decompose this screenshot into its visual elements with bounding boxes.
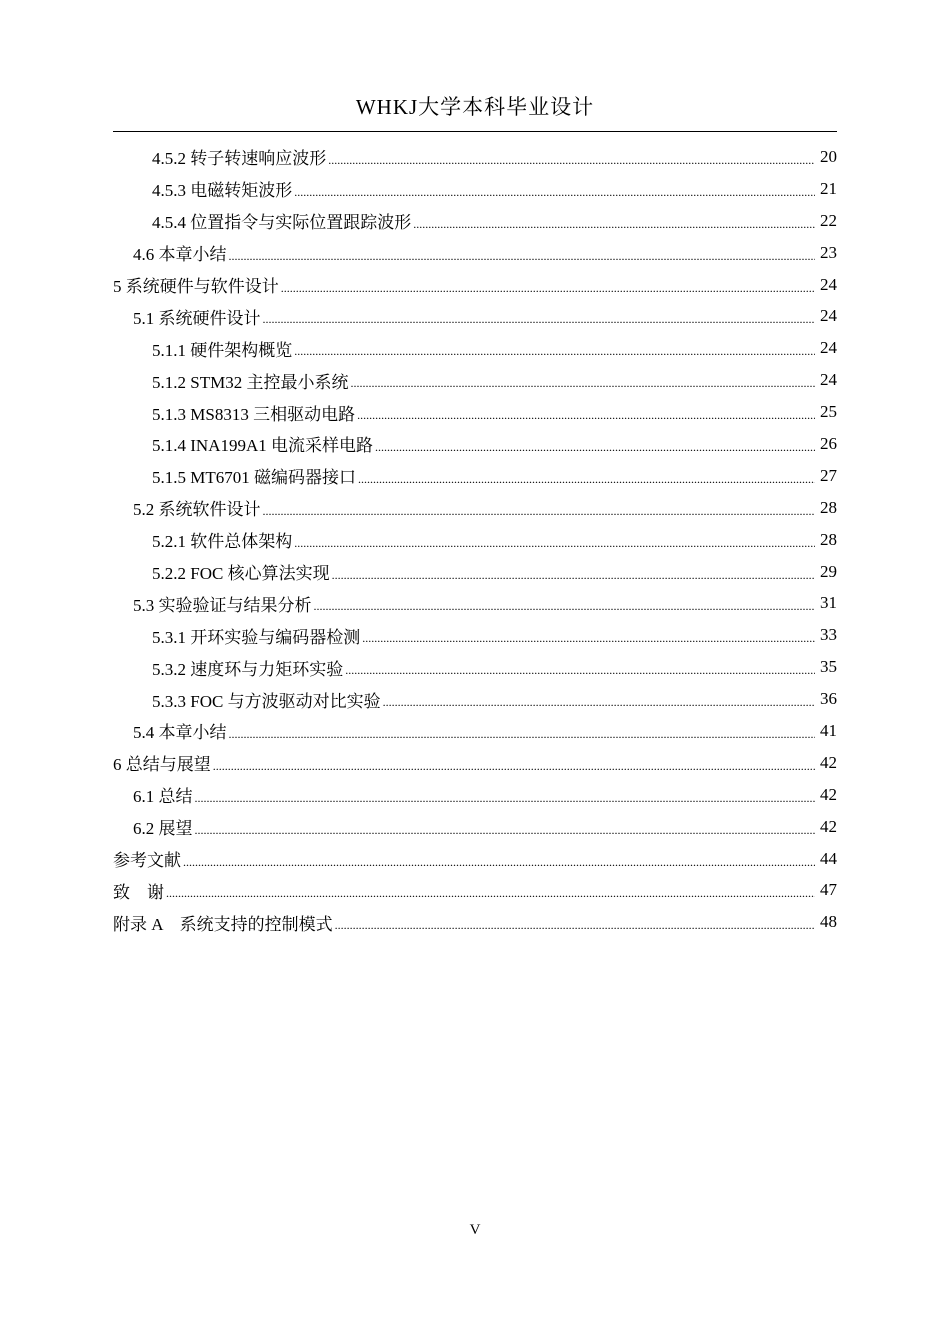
toc-entry-page-number: 47 [820,880,837,900]
toc-entry-label: 6 总结与展望 [113,755,211,775]
toc-dot-leader [413,218,815,230]
toc-dot-leader [213,760,815,772]
toc-entry-page-number: 24 [820,274,837,294]
toc-dot-leader [294,537,815,549]
toc-entry-page-number: 42 [820,752,837,772]
toc-entry[interactable] [113,715,837,747]
toc-entry[interactable] [113,683,837,715]
toc-entry[interactable] [113,651,837,683]
toc-entry[interactable] [113,619,837,651]
table-of-contents [113,141,837,938]
toc-entry-label: 5.2.2 FOC 核心算法实现 [152,564,330,584]
toc-entry-page-number: 24 [820,338,837,358]
toc-entry[interactable] [113,364,837,396]
toc-entry[interactable] [113,428,837,460]
toc-entry-page-number: 28 [820,497,837,517]
toc-entry-label: 4.5.4 位置指令与实际位置跟踪波形 [152,213,412,233]
toc-dot-leader [195,824,816,836]
toc-entry-page-number: 24 [820,370,837,390]
toc-entry-label: 5.1.2 STM32 主控最小系统 [152,372,349,392]
toc-dot-leader [375,441,815,453]
page-number: V [469,1222,481,1238]
toc-entry-label: 附录 A 系统支持的控制模式 [113,914,333,934]
toc-entry[interactable] [113,747,837,779]
toc-entry[interactable] [113,300,837,332]
toc-entry[interactable] [113,141,837,173]
toc-entry[interactable] [113,332,837,364]
toc-dot-leader [294,345,815,357]
toc-dot-leader [229,728,816,740]
toc-entry[interactable] [113,779,837,811]
toc-dot-leader [350,377,815,389]
toc-entry-label: 6.2 展望 [133,819,193,839]
toc-entry-label: 5 系统硬件与软件设计 [113,277,279,296]
toc-entry[interactable] [113,906,837,938]
page-header-title: WHKJ大学本科毕业设计 [355,95,595,119]
toc-entry-label: 5.1.5 MT6701 磁编码器接口 [152,468,356,488]
toc-entry-page-number: 24 [820,306,837,326]
toc-entry-page-number: 42 [820,784,837,804]
toc-entry-label: 5.3 实验验证与结果分析 [133,595,312,615]
toc-entry[interactable] [113,556,837,588]
toc-entry-label: 5.3.2 速度环与力矩环实验 [152,659,344,679]
toc-entry-page-number: 22 [820,210,837,230]
toc-dot-leader [362,632,815,644]
toc-entry[interactable] [113,269,837,301]
toc-entry-page-number: 23 [820,242,837,262]
toc-dot-leader [183,856,815,868]
toc-entry-label: 5.1.1 硬件架构概览 [152,340,293,360]
toc-entry-label: 5.1 系统硬件设计 [133,308,261,328]
toc-entry-label: 5.1.3 MS8313 三相驱动电路 [152,404,356,424]
toc-entry-page-number: 42 [820,816,837,836]
toc-entry[interactable] [113,811,837,843]
toc-dot-leader [281,282,815,294]
toc-entry-page-number: 48 [820,912,837,932]
toc-entry[interactable] [113,874,837,906]
toc-entry-label: 5.1.4 INA199A1 电流采样电路 [152,436,373,456]
toc-entry-label: 4.5.3 电磁转矩波形 [152,181,293,201]
toc-dot-leader [345,664,815,676]
toc-entry-page-number: 28 [820,529,837,549]
toc-dot-leader [357,409,815,421]
toc-entry-page-number: 33 [820,625,837,645]
toc-entry-label: 5.3.1 开环实验与编码器检测 [152,627,361,647]
toc-entry[interactable] [113,843,837,875]
toc-entry-label: 6.1 总结 [133,787,193,807]
toc-entry[interactable] [113,460,837,492]
toc-dot-leader [332,569,815,581]
header-divider [113,131,837,132]
toc-entry-page-number: 44 [820,848,837,868]
toc-dot-leader [328,154,815,166]
toc-entry-page-number: 35 [820,657,837,677]
toc-dot-leader [229,250,816,262]
toc-entry-page-number: 31 [820,593,837,613]
toc-entry[interactable] [113,205,837,237]
toc-entry-label: 5.3.3 FOC 与方波驱动对比实验 [152,691,381,711]
toc-entry-page-number: 20 [820,146,837,166]
toc-entry-page-number: 25 [820,402,837,422]
toc-entry-page-number: 21 [820,178,837,198]
toc-entry-page-number: 29 [820,561,837,581]
toc-entry-label: 4.5.2 转子转速响应波形 [152,149,327,169]
toc-entry-label: 致 谢 [113,882,164,902]
toc-entry-label: 参考文献 [113,851,181,871]
toc-dot-leader [263,505,816,517]
toc-dot-leader [358,473,815,485]
toc-dot-leader [195,792,816,804]
toc-entry[interactable] [113,587,837,619]
toc-entry[interactable] [113,492,837,524]
toc-entry-label: 5.2 系统软件设计 [133,500,261,520]
toc-dot-leader [166,887,815,899]
toc-entry-label: 4.6 本章小结 [133,245,227,265]
toc-dot-leader [383,696,815,708]
toc-dot-leader [294,186,815,198]
toc-entry[interactable] [113,237,837,269]
toc-dot-leader [263,313,816,325]
toc-entry[interactable] [113,524,837,556]
toc-entry-page-number: 27 [820,465,837,485]
toc-entry-page-number: 41 [820,720,837,740]
toc-entry-label: 5.4 本章小结 [133,723,227,743]
toc-dot-leader [335,919,815,931]
toc-dot-leader [314,600,816,612]
toc-entry-label: 5.2.1 软件总体架构 [152,532,293,552]
toc-entry[interactable] [113,173,837,205]
toc-entry[interactable] [113,396,837,428]
toc-entry-page-number: 26 [820,433,837,453]
toc-entry-page-number: 36 [820,689,837,709]
